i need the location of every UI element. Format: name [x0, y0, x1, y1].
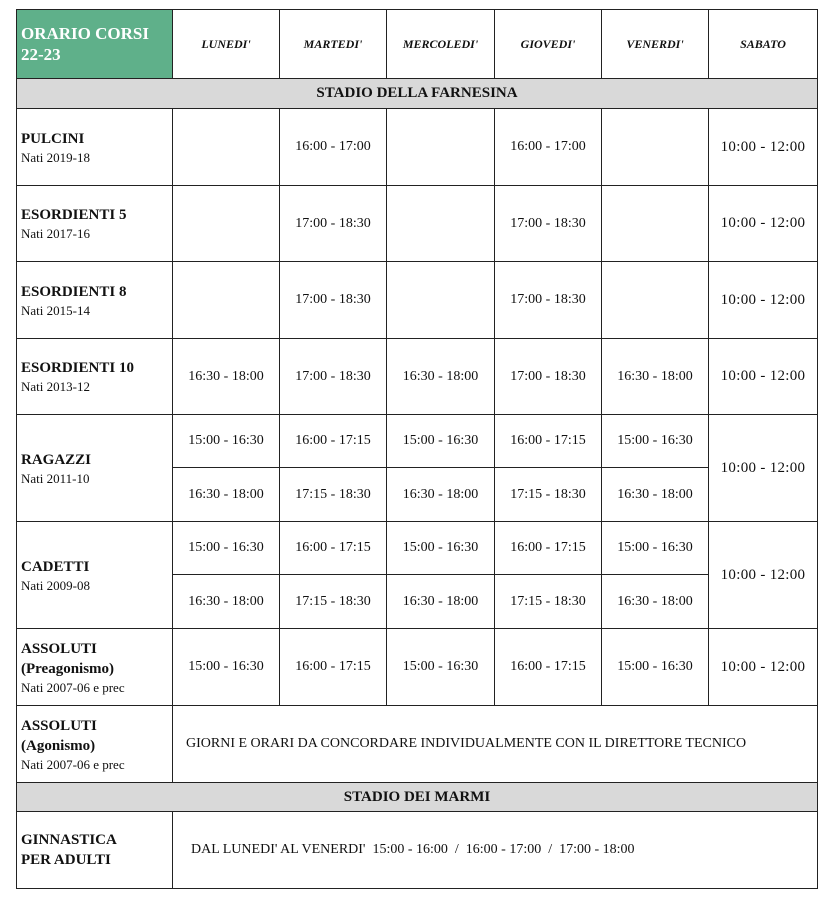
category-name-qualifier: (Agonismo)	[21, 737, 96, 754]
time-cell: 17:15 - 18:30	[280, 468, 387, 522]
category-ragazzi	[17, 415, 173, 522]
time-cell: 17:00 - 18:30	[495, 339, 602, 415]
time-cell: 16:00 - 17:15	[280, 522, 387, 575]
time-cell: 17:00 - 18:30	[280, 186, 387, 262]
category-cadetti	[17, 522, 173, 629]
category-name: CADETTI	[21, 558, 90, 575]
time-cell: 16:00 - 17:15	[495, 629, 602, 706]
venue-farnesina: STADIO DELLA FARNESINA	[17, 79, 818, 109]
time-cell: 16:30 - 18:00	[173, 339, 280, 415]
day-header-friday: VENERDI'	[602, 10, 709, 79]
time-cell: 15:00 - 16:30	[387, 415, 495, 468]
category-birth-years: Nati 2009-08	[21, 577, 90, 593]
title-line-2: 22-23	[21, 45, 61, 64]
schedule-table	[16, 9, 818, 889]
time-cell: 16:30 - 18:00	[602, 468, 709, 522]
time-cell	[173, 109, 280, 186]
category-esordienti-5	[17, 186, 173, 262]
category-name-qualifier: PER ADULTI	[21, 852, 111, 868]
category-birth-years: Nati 2011-10	[21, 470, 90, 486]
category-name: PULCINI	[21, 130, 85, 147]
time-cell	[387, 109, 495, 186]
time-cell: 16:30 - 18:00	[602, 575, 709, 629]
day-header-monday: LUNEDI'	[173, 10, 280, 79]
category-name: ASSOLUTI	[21, 717, 97, 734]
time-cell-saturday: 10:00 - 12:00	[709, 109, 818, 186]
time-cell-saturday: 10:00 - 12:00	[709, 186, 818, 262]
category-ginnastica-adulti	[17, 812, 173, 889]
venue-marmi: STADIO DEI MARMI	[17, 783, 818, 812]
time-cell: 15:00 - 16:30	[173, 629, 280, 706]
time-cell: 15:00 - 16:30	[173, 415, 280, 468]
category-name: RAGAZZI	[21, 451, 92, 468]
time-cell: 15:00 - 16:30	[602, 522, 709, 575]
time-cell: 16:30 - 18:00	[387, 575, 495, 629]
time-cell: 17:15 - 18:30	[495, 468, 602, 522]
time-cell-saturday: 10:00 - 12:00	[709, 629, 818, 706]
day-header-thursday: GIOVEDI'	[495, 10, 602, 79]
table-row	[17, 262, 818, 339]
ginnastica-schedule-note: DAL LUNEDI' AL VENERDI' 15:00 - 16:00 / 16:00 - 17:00 / 17:00 - 18:00	[173, 812, 818, 889]
category-birth-years: Nati 2007-06 e prec	[21, 756, 125, 772]
category-esordienti-10	[17, 339, 173, 415]
header-row	[17, 10, 818, 79]
time-cell: 16:00 - 17:00	[495, 109, 602, 186]
time-cell	[173, 262, 280, 339]
table-row	[17, 109, 818, 186]
time-cell: 16:00 - 17:15	[280, 415, 387, 468]
table-row	[17, 629, 818, 706]
day-header-wednesday: MERCOLEDI'	[387, 10, 495, 79]
time-cell: 15:00 - 16:30	[387, 522, 495, 575]
time-cell: 17:15 - 18:30	[280, 575, 387, 629]
venue-row-marmi	[17, 783, 818, 812]
time-cell: 16:00 - 17:15	[495, 522, 602, 575]
venue-row-farnesina	[17, 79, 818, 109]
time-cell-saturday: 10:00 - 12:00	[709, 522, 818, 629]
time-cell	[173, 186, 280, 262]
table-row	[17, 186, 818, 262]
table-row	[17, 522, 818, 575]
category-name: ASSOLUTI	[21, 640, 97, 657]
time-cell: 16:00 - 17:15	[280, 629, 387, 706]
category-name: ESORDIENTI 10	[21, 360, 134, 376]
time-cell: 15:00 - 16:30	[602, 415, 709, 468]
time-cell: 15:00 - 16:30	[173, 522, 280, 575]
time-cell-saturday: 10:00 - 12:00	[709, 415, 818, 522]
time-cell: 17:00 - 18:30	[280, 339, 387, 415]
time-cell: 16:00 - 17:15	[495, 415, 602, 468]
category-birth-years: Nati 2007-06 e prec	[21, 679, 125, 695]
category-assoluti-agonismo	[17, 706, 173, 783]
time-cell: 15:00 - 16:30	[387, 629, 495, 706]
time-cell	[602, 186, 709, 262]
title-line-1: ORARIO CORSI	[21, 24, 149, 43]
time-cell: 16:30 - 18:00	[602, 339, 709, 415]
time-cell: 15:00 - 16:30	[602, 629, 709, 706]
time-cell-saturday: 10:00 - 12:00	[709, 262, 818, 339]
category-birth-years: Nati 2015-14	[21, 302, 90, 318]
time-cell: 16:00 - 17:00	[280, 109, 387, 186]
category-name-qualifier: (Preagonismo)	[21, 660, 115, 677]
day-header-tuesday: MARTEDI'	[280, 10, 387, 79]
time-cell	[387, 186, 495, 262]
schedule-title	[17, 10, 173, 79]
time-cell: 17:00 - 18:30	[495, 186, 602, 262]
time-cell-saturday: 10:00 - 12:00	[709, 339, 818, 415]
category-name: ESORDIENTI 5	[21, 207, 127, 223]
time-cell: 17:15 - 18:30	[495, 575, 602, 629]
time-cell: 16:30 - 18:00	[173, 468, 280, 522]
category-name: GINNASTICA	[21, 832, 117, 848]
category-birth-years: Nati 2019-18	[21, 149, 90, 165]
category-pulcini	[17, 109, 173, 186]
agonismo-note: GIORNI E ORARI DA CONCORDARE INDIVIDUALMENTE CON IL DIRETTORE TECNICO	[173, 706, 818, 783]
time-cell: 17:00 - 18:30	[280, 262, 387, 339]
time-cell	[602, 109, 709, 186]
time-cell: 16:30 - 18:00	[387, 468, 495, 522]
category-name: ESORDIENTI 8	[21, 283, 127, 300]
time-cell	[602, 262, 709, 339]
category-assoluti-preagonismo	[17, 629, 173, 706]
table-row	[17, 415, 818, 468]
category-birth-years: Nati 2013-12	[21, 379, 90, 394]
table-row	[17, 812, 818, 889]
time-cell: 16:30 - 18:00	[387, 339, 495, 415]
category-esordienti-8	[17, 262, 173, 339]
time-cell: 17:00 - 18:30	[495, 262, 602, 339]
table-row	[17, 339, 818, 415]
time-cell	[387, 262, 495, 339]
day-header-saturday: SABATO	[709, 10, 818, 79]
time-cell: 16:30 - 18:00	[173, 575, 280, 629]
table-row	[17, 706, 818, 783]
category-birth-years: Nati 2017-16	[21, 226, 90, 241]
